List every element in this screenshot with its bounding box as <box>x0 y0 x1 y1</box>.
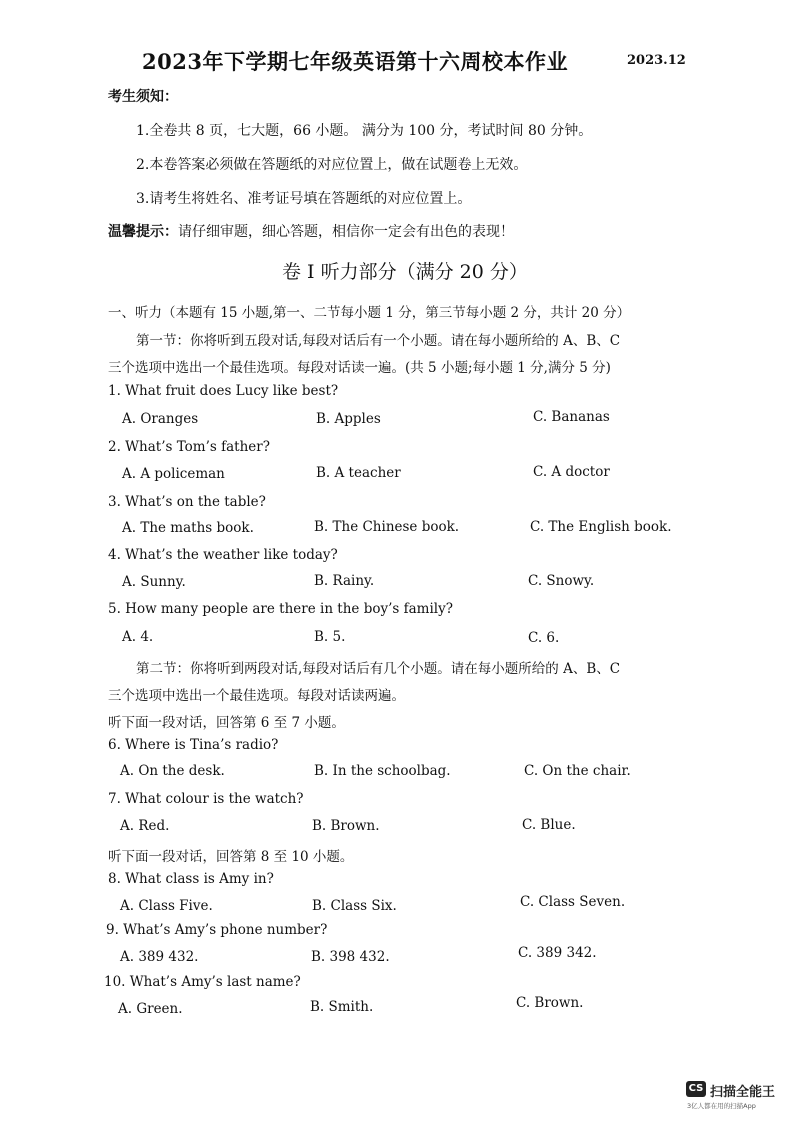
q3-option-a: A. The maths book. <box>122 520 254 536</box>
question-7: 7. What colour is the watch? <box>108 791 304 807</box>
exam-date: 2023.12 <box>627 53 686 68</box>
q5-option-a: A. 4. <box>122 629 154 645</box>
question-4: 4. What’s the weather like today? <box>108 547 338 563</box>
tip-text: 请仔细审题，细心答题，相信你一定会有出色的表现！ <box>178 224 514 240</box>
q9-option-c: C. 389 342. <box>518 945 597 961</box>
q1-option-b: B. Apples <box>316 411 381 427</box>
question-1: 1. What fruit does Lucy like best? <box>108 383 339 399</box>
part1-heading: 一、听力（本题有 15 小题,第一、二节每小题 1 分，第三节每小题 2 分，共计 20 分） <box>108 305 631 321</box>
exam-title: 2023年下学期七年级英语第十六周校本作业 <box>142 49 568 74</box>
section2-instruction-line2: 三个选项中选出一个最佳选项。每段对话读两遍。 <box>108 688 405 704</box>
q3-option-c: C. The English book. <box>530 519 672 535</box>
q10-option-a: A. Green. <box>118 1001 183 1017</box>
q2-option-c: C. A doctor <box>533 464 610 480</box>
q10-option-c: C. Brown. <box>516 995 584 1011</box>
section-title: 卷 I 听力部分（满分 20 分） <box>282 261 528 283</box>
q3-option-b: B. The Chinese book. <box>314 519 460 535</box>
q2-option-a: A. A policeman <box>122 466 225 482</box>
scanner-logo-icon: CS <box>686 1081 706 1097</box>
q1-option-c: C. Bananas <box>533 409 610 425</box>
q7-option-c: C. Blue. <box>522 817 576 833</box>
tip-line <box>108 221 514 241</box>
notice-heading: 考生须知： <box>108 89 178 105</box>
q7-option-a: A. Red. <box>120 818 170 834</box>
section1-instruction-line1: 第一节：你将听到五段对话,每段对话后有一个小题。请在每小题所给的 A、B、C <box>136 333 621 349</box>
question-6: 6. Where is Tina’s radio? <box>108 737 279 753</box>
q9-option-a: A. 389 432. <box>120 949 199 965</box>
scanner-app-slogan: 3亿人都在用的扫描App <box>687 1102 756 1110</box>
tip-label: 温馨提示： <box>108 224 178 240</box>
q8-option-b: B. Class Six. <box>312 898 397 914</box>
section2-instruction-line1: 第二节：你将听到两段对话,每段对话后有几个小题。请在每小题所给的 A、B、C <box>136 661 621 677</box>
scanner-app-name: 扫描全能王 <box>710 1085 776 1100</box>
question-10: 10. What’s Amy’s last name? <box>104 974 301 990</box>
q5-option-c: C. 6. <box>528 630 560 646</box>
notice-item-2: 2.本卷答案必须做在答题纸的对应位置上，做在试题卷上无效。 <box>136 157 528 173</box>
q6-option-b: B. In the schoolbag. <box>314 763 451 779</box>
question-2: 2. What’s Tom’s father? <box>108 439 270 455</box>
question-9: 9. What’s Amy’s phone number? <box>106 922 328 938</box>
section1-instruction-line2: 三个选项中选出一个最佳选项。每段对话读一遍。(共 5 小题;每小题 1 分,满分 5 分) <box>108 360 611 376</box>
q1-option-a: A. Oranges <box>122 411 199 427</box>
question-8: 8. What class is Amy in? <box>108 871 274 887</box>
q7-option-b: B. Brown. <box>312 818 380 834</box>
q5-option-b: B. 5. <box>314 629 346 645</box>
q10-option-b: B. Smith. <box>310 999 374 1015</box>
q2-option-b: B. A teacher <box>316 465 401 481</box>
q6-option-a: A. On the desk. <box>120 763 225 779</box>
notice-item-3: 3.请考生将姓名、准考证号填在答题纸的对应位置上。 <box>136 191 472 207</box>
q8-option-a: A. Class Five. <box>120 898 213 914</box>
q8-option-c: C. Class Seven. <box>520 894 626 910</box>
q4-option-a: A. Sunny. <box>122 574 186 590</box>
listen-instruction-2: 听下面一段对话，回答第 8 至 10 小题。 <box>108 849 354 865</box>
question-5: 5. How many people are there in the boy’s family? <box>108 601 453 617</box>
question-3: 3. What’s on the table? <box>108 494 266 510</box>
notice-item-1: 1.全卷共 8 页，七大题，66 小题。 满分为 100 分，考试时间 80 分钟。 <box>136 123 593 139</box>
q9-option-b: B. 398 432. <box>311 949 390 965</box>
q6-option-c: C. On the chair. <box>524 763 631 779</box>
q4-option-b: B. Rainy. <box>314 573 375 589</box>
q4-option-c: C. Snowy. <box>528 573 595 589</box>
listen-instruction-1: 听下面一段对话，回答第 6 至 7 小题。 <box>108 715 345 731</box>
